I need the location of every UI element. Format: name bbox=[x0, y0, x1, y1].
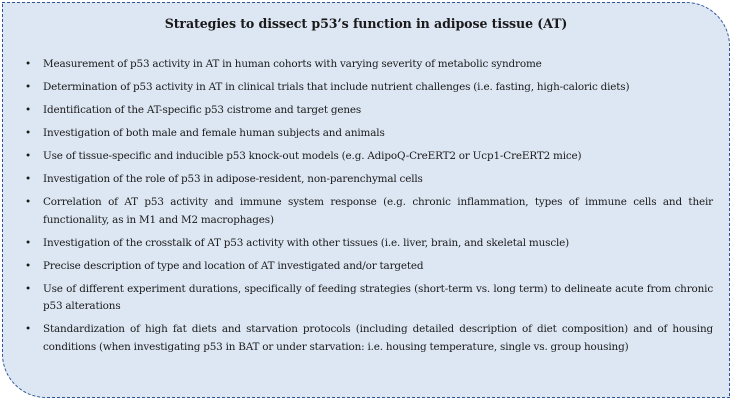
strategies-panel bbox=[2, 2, 730, 398]
list-item: • Standardization of high fat diets and starvation protocols (including detailed description of diet composition) and of housing conditions (when investigating p53 in BAT or under starvation: i.e. housing temperature, single vs. group housing) bbox=[21, 321, 713, 357]
panel-title: Strategies to dissect p53’s function in adipose tissue (AT) bbox=[164, 16, 568, 31]
list-item: • Identification of the AT-specific p53 cistrome and target genes bbox=[21, 102, 713, 120]
list-item: • Investigation of both male and female human subjects and animals bbox=[21, 125, 713, 143]
list-item: • Use of different experiment durations, specifically of feeding strategies (short-term vs. long term) to delineate acute from chronic p53 alterations bbox=[21, 281, 713, 317]
list-item: • Precise description of type and location of AT investigated and/or targeted bbox=[21, 258, 713, 276]
list-item: • Use of tissue-specific and inducible p53 knock-out models (e.g. AdipoQ-CreERT2 or Ucp1-CreERT2 mice) bbox=[21, 148, 713, 166]
list-item: • Measurement of p53 activity in AT in human cohorts with varying severity of metabolic syndrome bbox=[21, 56, 713, 74]
strategy-list bbox=[21, 56, 713, 362]
list-item: • Investigation of the role of p53 in adipose-resident, non-parenchymal cells bbox=[21, 171, 713, 189]
list-item: • Correlation of AT p53 activity and immune system response (e.g. chronic inflammation, types of immune cells and their functionality, as in M1 and M2 macrophages) bbox=[21, 194, 713, 230]
list-item: • Determination of p53 activity in AT in clinical trials that include nutrient challenges (i.e. fasting, high-caloric diets) bbox=[21, 79, 713, 97]
list-item: • Investigation of the crosstalk of AT p53 activity with other tissues (i.e. liver, brain, and skeletal muscle) bbox=[21, 235, 713, 253]
